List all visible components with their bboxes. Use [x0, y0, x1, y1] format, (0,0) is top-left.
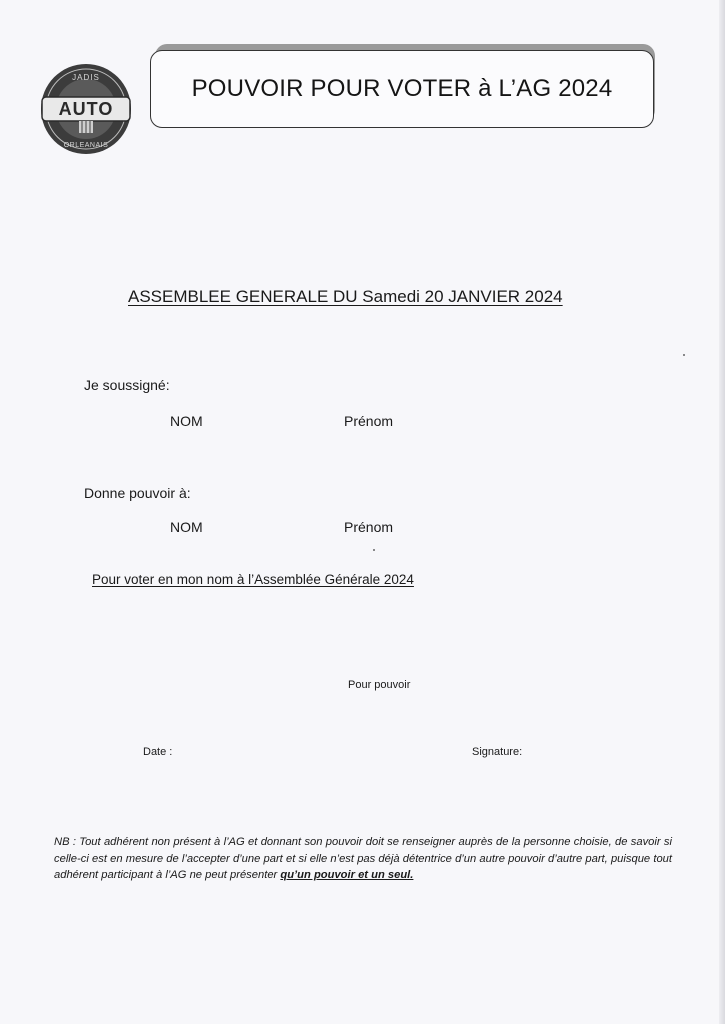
donne-pouvoir-label: Donne pouvoir à:: [84, 485, 191, 501]
scan-speck: [683, 354, 685, 356]
logo-top-text: JADIS: [72, 73, 100, 82]
soussigne-label: Je soussigné:: [84, 377, 170, 393]
soussigne-prenom-field: Prénom: [344, 413, 394, 429]
logo-bottom-text: ORLEANAIS: [63, 142, 109, 149]
pour-pouvoir-label: Pour pouvoir: [348, 679, 411, 691]
page-title: POUVOIR POUR VOTER à L’AG 2024: [191, 75, 613, 102]
nb-text: NB : Tout adhérent non présent à l’AG et donnant son pouvoir doit se renseigner auprès de la personne choisie, de savoir si celle-ci est en mesure de l’accepter d’une part et si elle n’est pas déjà détentrice d’un autre pouvoir d’autre part, puisque tout adhérent participant à l’AG ne peut présenter: [54, 836, 672, 881]
date-label: Date :: [143, 746, 173, 758]
paper-edge: [719, 0, 725, 1024]
soussigne-nom-field: NOM: [170, 413, 203, 429]
auto-club-logo-icon: [40, 63, 132, 155]
nb-emphasis: qu’un pouvoir et un seul.: [280, 869, 414, 881]
mandataire-nom-field: NOM: [170, 519, 203, 535]
nb-paragraph: [54, 834, 672, 884]
logo-center-text: AUTO: [58, 99, 114, 119]
mandataire-prenom-field: Prénom: [344, 519, 394, 535]
scan-speck: [373, 549, 375, 551]
title-box: [150, 50, 654, 128]
assembly-heading: ASSEMBLEE GENERALE DU Samedi 20 JANVIER 2024: [128, 287, 563, 306]
vote-statement: Pour voter en mon nom à l’Assemblée Générale 2024: [92, 572, 414, 587]
signature-label: Signature:: [472, 746, 523, 758]
